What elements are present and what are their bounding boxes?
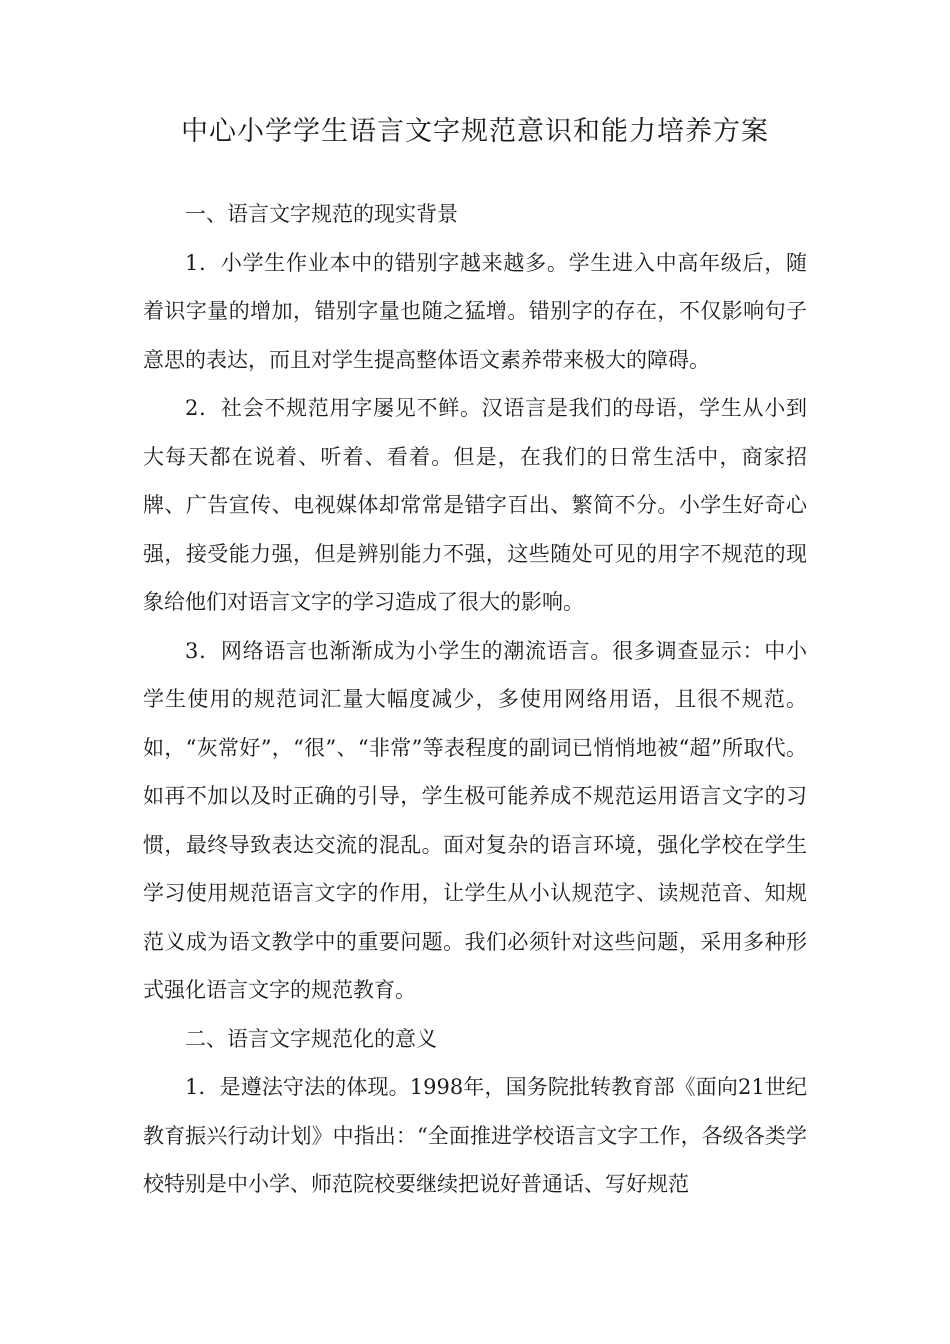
document-body bbox=[143, 190, 807, 1209]
paragraph-typos: 1．小学生作业本中的错别字越来越多。学生进入中高年级后，随着识字量的增加，错别字量也随之猛增。错别字的存在，不仅影响句子意思的表达，而且对学生提高整体语文素养带来极大的障碍。 bbox=[143, 250, 807, 372]
section-heading-background: 一、语言文字规范的现实背景 bbox=[185, 202, 458, 226]
paragraph-law-compliance: 1．是遵法守法的体现。1998年，国务院批转教育部《面向21世纪教育振兴行动计划》中指出：“全面推进学校语言文字工作，各级各类学校特别是中小学、师范院校要继续把说好普通话、写好规范 bbox=[143, 1075, 807, 1196]
paragraph-internet-language: 3．网络语言也渐渐成为小学生的潮流语言。很多调查显示：中小学生使用的规范词汇量大幅度减少，多使用网络用语，且很不规范。如，“灰常好”，“很”、“非常”等表程度的副词已悄悄地被“超”所取代。如再不加以及时正确的引导，学生极可能养成不规范运用语言文字的习惯，最终导致表达交流的混乱。面对复杂的语言环境，强化学校在学生学习使用规范语言文字的作用，让学生从小认规范字、读规范音、知规范义成为语文教学中的重要问题。我们必须针对这些问题，采用多种形式强化语言文字的规范教育。 bbox=[143, 638, 807, 1002]
section-heading-significance: 二、语言文字规范化的意义 bbox=[185, 1026, 437, 1051]
document-title: 中心小学学生语言文字规范意识和能力培养方案 bbox=[181, 116, 769, 147]
paragraph-social-misuse: 2．社会不规范用字屡见不鲜。汉语言是我们的母语，学生从小到大每天都在说着、听着、看着。但是，在我们的日常生活中，商家招牌、广告宣传、电视媒体却常常是错字百出、繁简不分。小学生好奇心强，接受能力强，但是辨别能力不强，这些随处可见的用字不规范的现象给他们对语言文字的学习造成了很大的影响。 bbox=[143, 396, 807, 614]
